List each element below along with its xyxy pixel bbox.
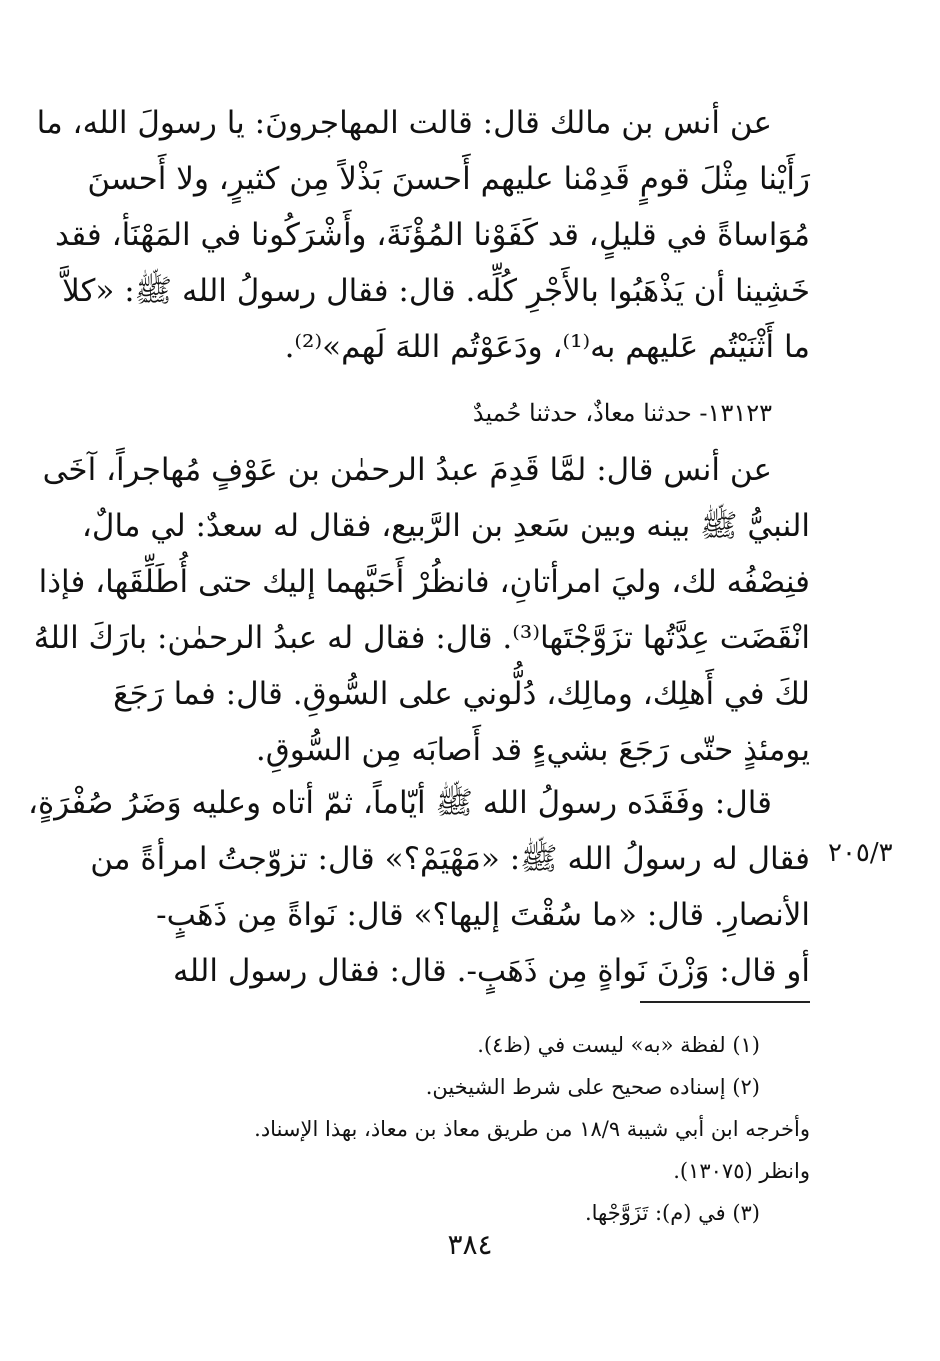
text-line: يومئذٍ حتّى رَجَعَ بشيءٍ قد أَصابَه مِن السُّوقِ. — [255, 732, 810, 768]
text-line: الأنصارِ. قال: «ما سُقْتَ إليها؟» قال: نَواةً مِن ذَهَبٍ- — [156, 897, 810, 933]
text-line: فنِصْفُه لك، وليَ امرأتانِ، فانظُرْ أَحَبَّهما إليك حتى أُطَلِّقَها، فإذا — [38, 564, 810, 600]
text-line: خَشِينا أن يَذْهَبُوا بالأَجْرِ كُلِّه. قال: فقال رسولُ الله ﷺ: «كلاَّ — [62, 273, 810, 309]
text-line: رَأَيْنا مِثْلَ قومٍ قَدِمْنا عليهم أَحسنَ بَذْلاً مِن كثيرٍ، ولا أَحسنَ — [87, 161, 810, 197]
footnotes — [95, 1024, 810, 1234]
footnote-divider — [640, 1001, 810, 1003]
text-line: لكَ في أَهلِك، ومالِك، دُلُّوني على السُّوقِ. قال: فما رَجَعَ — [113, 676, 810, 712]
margin-volume-reference: ٢٠٥/٣ — [828, 838, 893, 868]
footnote-1: (١) لفظة «به» ليست في (ظ٤). — [477, 1033, 760, 1057]
footnote-3: (٣) في (م): تَزَوَّجْها. — [584, 1201, 760, 1225]
footnote-2-continuation: وأخرجه ابن أبي شيبة ١٨/٩ من طريق معاذ بن معاذ، بهذا الإسناد. — [254, 1117, 810, 1141]
paragraph-1 — [36, 95, 810, 375]
text-line: انْقَضَت عِدَّتُها تزَوَّجْتَها⁽³⁾. قال: فقال له عبدُ الرحمٰن: بارَكَ اللهُ — [33, 620, 810, 656]
text-line: ما أَثْنَيْتُم عَليهم به⁽¹⁾، ودَعَوْتُم اللهَ لَهم»⁽²⁾. — [284, 329, 810, 365]
hadith-heading-block — [100, 385, 810, 441]
text-line: مُوَاساةً في قليلٍ، قد كَفَوْنا المُؤْنَةَ، وأَشْرَكُونا في المَهْنَأ، فقد — [54, 217, 810, 253]
paragraph-3 — [27, 775, 810, 999]
page-number: ٣٨٤ — [447, 1228, 493, 1261]
hadith-heading: ١٣١٢٣- حدثنا معاذٌ، حدثنا حُميدٌ — [472, 399, 772, 427]
paragraph-2 — [33, 442, 810, 778]
footnote-2: (٢) إسناده صحيح على شرط الشيخين. — [425, 1075, 760, 1099]
text-line: عن أنس بن مالك قال: قالت المهاجرونَ: يا رسولَ الله، ما — [36, 105, 772, 141]
text-line: قال: وفَقَدَه رسولُ الله ﷺ أيّاماً، ثمّ أتاه وعليه وَضَرُ صُفْرَةٍ، — [27, 785, 772, 821]
footnote-2-continuation: وانظر (١٣٠٧٥). — [673, 1159, 810, 1183]
text-line: أو قال: وَزْنَ نَواةٍ مِن ذَهَبٍ-. قال: فقال رسول الله — [173, 953, 810, 989]
text-line: النبيُّ ﷺ بينه وبين سَعدِ بن الرَّبيع، فقال له سعدٌ: لي مالٌ، — [81, 508, 810, 544]
text-line: فقال له رسولُ الله ﷺ: «مَهْيَمْ؟» قال: تزوّجتُ امرأةً من — [90, 841, 810, 877]
text-line: عن أنس قال: لمَّا قَدِمَ عبدُ الرحمٰن بن عَوْفٍ مُهاجراً، آخَى — [42, 452, 772, 488]
